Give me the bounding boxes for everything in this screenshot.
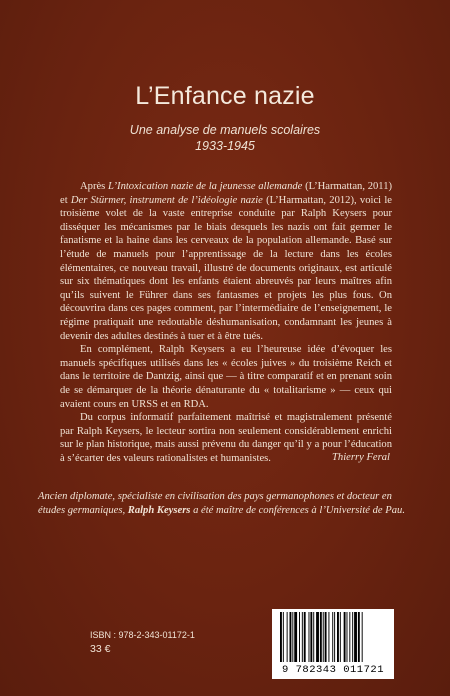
barcode-bar xyxy=(344,612,346,662)
barcode-bar xyxy=(290,612,292,662)
barcode-bar xyxy=(320,612,322,662)
subtitle-years: 1933-1945 xyxy=(195,139,255,153)
barcode-bar xyxy=(309,612,310,662)
book-reference-1: L’Intoxication nazie de la jeunesse allemande xyxy=(108,181,303,192)
barcode-bar xyxy=(349,612,350,662)
barcode-bar xyxy=(323,612,324,662)
barcode-bar xyxy=(347,612,348,662)
isbn-label: ISBN : 978-2-343-01172-1 xyxy=(90,630,195,640)
barcode-bar xyxy=(299,612,300,662)
blurb-paragraph-3: Du corpus informatif parfaitement maîtrisé et magistralement présenté par Ralph Keysers, le lecteur sortira non seulement considérablement enrichi sur le plan historique, mais aussi prévenu du danger qu’il y a pour l’éducation à s’écarter des valeurs rationalistes et humanistes. xyxy=(60,412,392,464)
blurb-paragraph-2: En complément, Ralph Keysers a eu l’heureuse idée d’évoquer les manuels spécifiques utilisés dans les « écoles juives » du troisième Reich et dans le territoire de Dantzig, ainsi que — à titre comparatif et en prenant soin de se démarquer de la théorie dénaturante du « totalitarisme » — ceux qui avaient cours en URSS et en RDA. xyxy=(60,344,392,410)
author-name: Ralph Keysers xyxy=(127,504,191,516)
barcode-bar xyxy=(292,612,293,662)
barcode-bar xyxy=(340,612,341,662)
barcode-bar xyxy=(310,612,312,662)
barcode-bar xyxy=(313,612,314,662)
author-bio: Ancien diplomate, spécialiste en civilisation des pays germanophones et docteur en études germaniques, Ralph Keysers a été maître de conférences à l’Université de Pau. xyxy=(38,491,405,516)
blurb-text xyxy=(60,180,392,465)
blurb-signature: Thierry Feral xyxy=(332,452,390,463)
barcode-bar xyxy=(287,612,288,662)
barcode-bar xyxy=(354,612,357,662)
barcode-bar xyxy=(334,612,335,662)
barcode-bar xyxy=(294,612,297,662)
barcode-bar xyxy=(332,612,333,662)
barcode-bar xyxy=(316,612,319,662)
price-label: 33 € xyxy=(90,643,111,655)
barcode-bar xyxy=(352,612,353,662)
barcode-bar xyxy=(302,612,303,662)
subtitle-line: Une analyse de manuels scolaires xyxy=(129,123,321,137)
barcode-bar xyxy=(280,612,282,662)
barcode-bar xyxy=(283,612,284,662)
barcode-bar xyxy=(328,612,329,662)
barcode-bars xyxy=(278,612,388,664)
book-title: L’Enfance nazie xyxy=(135,82,315,110)
barcode-bar xyxy=(358,612,360,662)
barcode-digits: 9 782343 011721 xyxy=(281,664,384,676)
blurb-paragraph-1: Après L’Intoxication nazie de la jeunesse allemande (L’Harmattan, 2011) et Der Stürmer, instrument de l’idéologie nazie (L’Harmattan, 2012), voici le troisième volet de la vaste entreprise conduite par Ralph Keysers pour disséquer les mécanismes par le biais desquels les nazis ont fait germer le fanatisme et la haine dans les cerveaux de la population allemande. Basé sur l’étude de manuels pour l’apprentissage de la lecture dans les écoles élémentaires, ce nouveau travail, illustré de documents originaux, est articulé sur six thématiques dont les enfants étaient abreuvés par leurs maîtres afin qu’ils suivent le Führer dans ses fantasmes et projets les plus fous. On découvrira dans ces pages comment, par l’intermédiaire de l’enseignement, le régime pratiquait une redoutable déshumanisation, condamnant les jeunes à devenir des adultes destinés à tuer et à être tués. xyxy=(60,181,393,342)
book-subtitle xyxy=(0,122,450,154)
barcode-bar xyxy=(337,612,339,662)
book-reference-2: Der Stürmer, instrument de l’idéologie nazie xyxy=(70,194,263,206)
barcode-bar xyxy=(325,612,327,662)
barcode-bar xyxy=(304,612,306,662)
barcode-bar xyxy=(362,612,363,662)
barcode xyxy=(272,609,394,679)
